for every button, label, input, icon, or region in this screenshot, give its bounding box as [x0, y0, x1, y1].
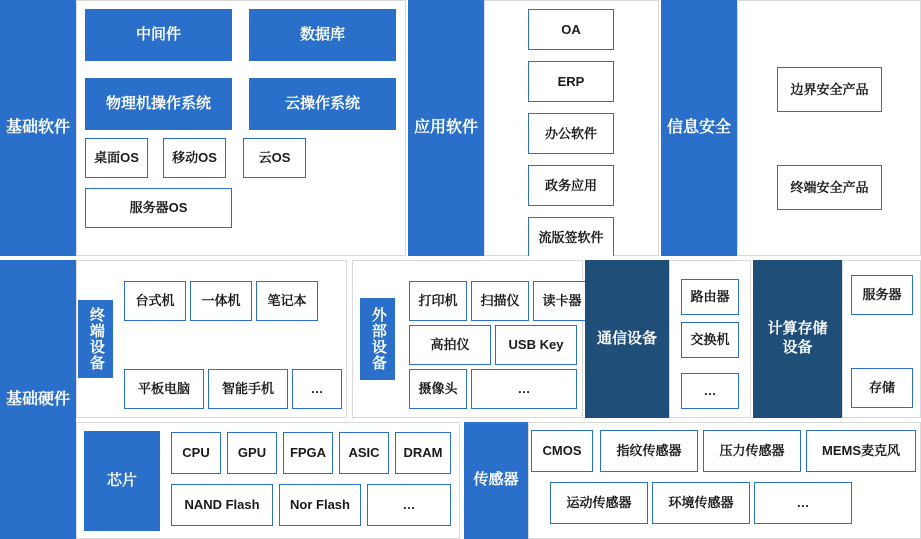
- box-mems-microphone-text: MEMS麦克风: [821, 443, 900, 459]
- box-cmos[interactable]: [531, 430, 593, 472]
- box-nand-flash-text: NAND Flash: [184, 497, 260, 513]
- box-sensor-more[interactable]: [754, 482, 852, 524]
- box-laptop[interactable]: [256, 281, 318, 321]
- box-aio-pc-text: 一体机: [201, 293, 241, 309]
- box-scanner[interactable]: [471, 281, 529, 321]
- box-app-office[interactable]: [528, 113, 614, 154]
- box-aio-pc[interactable]: [190, 281, 252, 321]
- box-external-more[interactable]: [471, 369, 577, 409]
- box-database[interactable]: [249, 9, 396, 61]
- box-scanner-text: 扫描仪: [480, 293, 520, 309]
- group-label-terminal-device: [78, 300, 113, 378]
- box-terminal-more[interactable]: [292, 369, 342, 409]
- group-label-app-software: [408, 0, 484, 256]
- box-server-text: 服务器: [862, 287, 902, 303]
- box-environment-sensor-text: 环境传感器: [668, 495, 734, 511]
- box-camera-text: 摄像头: [418, 381, 458, 397]
- box-app-oa-text: OA: [561, 21, 581, 37]
- box-printer[interactable]: [409, 281, 467, 321]
- box-motion-sensor[interactable]: [550, 482, 648, 524]
- box-physical-os-text: 物理机操作系统: [105, 95, 211, 112]
- box-server-os-text: 服务器OS: [129, 200, 188, 216]
- box-app-sign[interactable]: [528, 217, 614, 258]
- group-label-compute-storage-device-text: 计算存储设备: [767, 320, 828, 356]
- box-external-more-text: …: [517, 381, 531, 397]
- box-switch[interactable]: [681, 322, 739, 358]
- row-label-basic-hardware: [0, 260, 76, 539]
- row-label-basic-software: [0, 0, 76, 256]
- box-switch-text: 交换机: [690, 332, 730, 348]
- group-label-comm-device: [585, 260, 669, 418]
- box-boundary-security-product-text: 边界安全产品: [790, 81, 869, 97]
- box-mems-microphone[interactable]: [806, 430, 916, 472]
- box-app-gov[interactable]: [528, 165, 614, 206]
- box-tablet-text: 平板电脑: [137, 381, 190, 397]
- box-middleware-text: 中间件: [135, 26, 181, 43]
- box-server-os[interactable]: [85, 188, 232, 228]
- box-chip-more[interactable]: [367, 484, 451, 526]
- box-app-erp-text: ERP: [557, 73, 585, 89]
- box-high-shot-instrument[interactable]: [409, 325, 491, 365]
- box-fpga[interactable]: [283, 432, 333, 474]
- box-database-text: 数据库: [299, 26, 345, 43]
- box-app-erp[interactable]: [528, 61, 614, 102]
- box-boundary-security-product[interactable]: [777, 67, 882, 112]
- group-label-terminal-device-text: 终端设备: [87, 307, 105, 371]
- box-sensor-more-text: …: [796, 495, 810, 511]
- group-label-compute-storage-device: [753, 260, 842, 418]
- box-app-oa[interactable]: [528, 9, 614, 50]
- box-router-text: 路由器: [690, 289, 730, 305]
- group-label-external-device-text: 外部设备: [369, 307, 387, 371]
- box-desktop-os-text: 桌面OS: [94, 150, 139, 166]
- box-card-reader-text: 读卡器: [542, 293, 582, 309]
- box-pressure-sensor[interactable]: [703, 430, 801, 472]
- box-cpu-text: CPU: [182, 445, 210, 461]
- box-pressure-sensor-text: 压力传感器: [719, 443, 785, 459]
- box-middleware[interactable]: [85, 9, 232, 61]
- group-label-info-security-text: 信息安全: [666, 119, 731, 136]
- box-asic[interactable]: [339, 432, 389, 474]
- group-label-comm-device-text: 通信设备: [596, 329, 657, 347]
- group-label-sensor-text: 传感器: [473, 471, 519, 489]
- group-label-sensor: [464, 422, 528, 539]
- box-desktop-pc-text: 台式机: [135, 293, 175, 309]
- box-endpoint-security-product[interactable]: [777, 165, 882, 210]
- box-card-reader[interactable]: [533, 281, 591, 321]
- box-gpu[interactable]: [227, 432, 277, 474]
- box-smartphone[interactable]: [208, 369, 288, 409]
- box-dram[interactable]: [395, 432, 451, 474]
- box-tablet[interactable]: [124, 369, 204, 409]
- box-nand-flash[interactable]: [171, 484, 273, 526]
- panel-info-security: [737, 0, 921, 256]
- group-label-info-security: [661, 0, 737, 256]
- box-app-office-text: 办公软件: [544, 125, 597, 141]
- box-environment-sensor[interactable]: [652, 482, 750, 524]
- box-storage[interactable]: [851, 368, 913, 408]
- box-usb-key-text: USB Key: [508, 337, 564, 353]
- group-label-external-device: [360, 298, 395, 380]
- box-dram-text: DRAM: [403, 445, 443, 461]
- box-laptop-text: 笔记本: [267, 293, 307, 309]
- box-fpga-text: FPGA: [289, 445, 327, 461]
- row-label-basic-hardware-text: 基础硬件: [5, 390, 70, 408]
- box-app-gov-text: 政务应用: [544, 177, 597, 193]
- box-camera[interactable]: [409, 369, 467, 409]
- box-printer-text: 打印机: [418, 293, 458, 309]
- box-nor-flash-text: Nor Flash: [290, 497, 350, 513]
- box-mobile-os-text: 移动OS: [172, 150, 217, 166]
- box-asic-text: ASIC: [348, 445, 380, 461]
- box-cmos-text: CMOS: [542, 443, 582, 459]
- box-cloud-os-title[interactable]: [249, 78, 396, 130]
- box-terminal-more-text: …: [310, 381, 324, 397]
- box-chip-more-text: …: [402, 497, 416, 513]
- box-physical-os[interactable]: [85, 78, 232, 130]
- box-fingerprint-sensor-text: 指纹传感器: [616, 443, 682, 459]
- group-label-chip: [84, 431, 160, 531]
- group-label-app-software-text: 应用软件: [413, 119, 478, 136]
- box-app-sign-text: 流版签软件: [538, 229, 604, 245]
- box-cloud-os[interactable]: [243, 138, 306, 178]
- box-desktop-os[interactable]: [85, 138, 148, 178]
- box-router[interactable]: [681, 279, 739, 315]
- box-motion-sensor-text: 运动传感器: [566, 495, 632, 511]
- box-endpoint-security-product-text: 终端安全产品: [790, 179, 869, 195]
- box-smartphone-text: 智能手机: [221, 381, 274, 397]
- row-label-basic-software-text: 基础软件: [5, 119, 70, 136]
- box-comm-more[interactable]: [681, 373, 739, 409]
- box-comm-more-text: …: [703, 383, 717, 399]
- box-cloud-os-title-text: 云操作系统: [284, 95, 360, 112]
- box-mobile-os[interactable]: [163, 138, 226, 178]
- box-cloud-os-text: 云OS: [258, 150, 291, 166]
- box-gpu-text: GPU: [237, 445, 267, 461]
- box-high-shot-instrument-text: 高拍仪: [430, 337, 470, 353]
- box-storage-text: 存储: [868, 380, 895, 396]
- group-label-chip-text: 芯片: [106, 471, 137, 489]
- box-usb-key[interactable]: [495, 325, 577, 365]
- box-desktop-pc[interactable]: [124, 281, 186, 321]
- box-cpu[interactable]: [171, 432, 221, 474]
- box-nor-flash[interactable]: [279, 484, 361, 526]
- box-fingerprint-sensor[interactable]: [600, 430, 698, 472]
- box-server[interactable]: [851, 275, 913, 315]
